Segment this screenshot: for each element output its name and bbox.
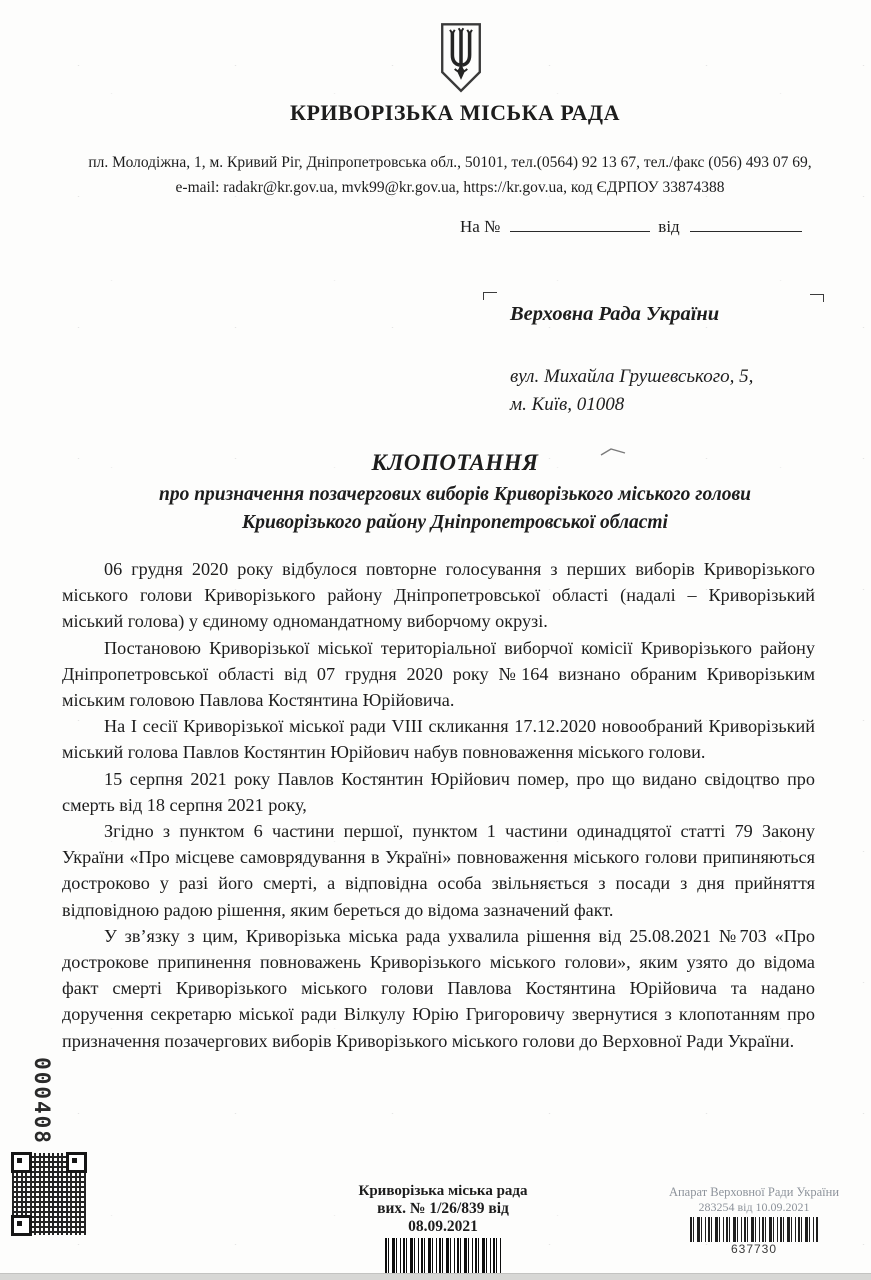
address-window-corner-right [810, 294, 824, 302]
address-window-corner-left [483, 292, 497, 300]
paragraph: На І сесії Криворізької міської ради VIII скликання 17.12.2020 новообраний Криворізький міський голова Павлов Костянтин Юрійович набув повноваження міського голови. [62, 716, 815, 763]
registration-number-stamp: 000408 [30, 1057, 54, 1145]
barcode-icon [385, 1238, 501, 1274]
qr-finder-pattern-icon [66, 1152, 87, 1173]
sender-stamp-org: Криворізька міська рада [358, 1183, 528, 1199]
org-address [45, 150, 855, 200]
addressee-address-line-2: м. Київ, 01008 [510, 394, 625, 415]
document-title: КЛОПОТАННЯ [371, 450, 539, 475]
document-subtitle-line-2: Криворізького району Дніпропетровської області [242, 512, 668, 533]
on-number-blank-field [510, 217, 650, 232]
from-label: від [658, 217, 680, 236]
sender-registration-stamp [343, 1183, 543, 1274]
document-subtitle [70, 481, 840, 537]
barcode-number: 637730 [730, 1242, 778, 1256]
org-address-line-2: e-mail: radakr@kr.gov.ua, mvk99@kr.gov.ua, https://kr.gov.ua, код ЄДРПОУ 33874388 [175, 179, 725, 196]
recipient-stamp-org: Апарат Верховної Ради України [668, 1185, 840, 1199]
addressee-address-line-1: вул. Михайла Грушевського, 5, [510, 366, 754, 387]
org-address-line-1: пл. Молодіжна, 1, м. Кривий Ріг, Дніпропетровська обл., 50101, тел.(0564) 92 13 67, тел./факс (056) 493 07 69, [88, 154, 812, 171]
sender-stamp-number: вих. № 1/26/839 від 08.09.2021 [377, 1200, 509, 1235]
ukraine-trident-emblem-icon [437, 22, 485, 94]
qr-finder-pattern-icon [11, 1152, 32, 1173]
paragraph: У зв’язку з цим, Криворізька міська рада ухвалила рішення від 25.08.2021 №703 «Про дострокове припинення повноважень Криворізького міського голови», яким узято до відома факт смерті Криворізького міського голови Павлова Костянтина Юрійовича та надано доручення секретарю міської ради Вілкулу Юрію Григоровичу звернутися з клопотанням про призначення позачергових виборів Криворізького міського голови до Верховної Ради України. [62, 925, 815, 1051]
paragraph: 06 грудня 2020 року відбулося повторне голосування з перших виборів Криворізького міського голови Криворізького району Дніпропетровської області (надалі – Криворізький міський голова) у єдиному одномандатному виборчому окрузі. [62, 559, 815, 632]
document-subtitle-line-1: про призначення позачергових виборів Криворізького міського голови [158, 484, 752, 505]
from-blank-field [690, 217, 802, 232]
paragraph: Постановою Криворізької міської територіальної виборчої комісії Криворізького району Дніпропетровської області від 07 грудня 2020 року №164 визнано обраним Криворізьким міським головою Павлова Костянтина Юрійовича. [62, 637, 815, 711]
org-name: КРИВОРІЗЬКА МІСЬКА РАДА [290, 100, 620, 125]
recipient-registration-stamp [648, 1185, 860, 1256]
reference-line [460, 217, 802, 237]
scan-edge-artifact [0, 1273, 871, 1280]
qr-finder-pattern-icon [11, 1215, 32, 1236]
barcode-icon [690, 1217, 818, 1242]
paragraph: Згідно з пунктом 6 частини першої, пунктом 1 частини одинадцятої статті 79 Закону України «Про місцеве самоврядування в Україні» повноваження міського голови припиняються достроково у разі його смерті, а відповідна особа звільняється з посади з дня прийняття відповідною радою рішення, яким береться до відома зазначений факт. [62, 821, 815, 920]
qr-code-icon [12, 1153, 86, 1235]
recipient-stamp-number: 283254 від 10.09.2021 [698, 1200, 810, 1214]
paragraph: 15 серпня 2021 року Павлов Костянтин Юрійович помер, про що видано свідоцтво про смерть від 18 серпня 2021 року, [62, 768, 815, 815]
addressee-name: Верховна Рада України [510, 303, 720, 325]
document-body [62, 556, 815, 1054]
on-number-label: На № [460, 217, 501, 236]
addressee-address [510, 363, 753, 419]
